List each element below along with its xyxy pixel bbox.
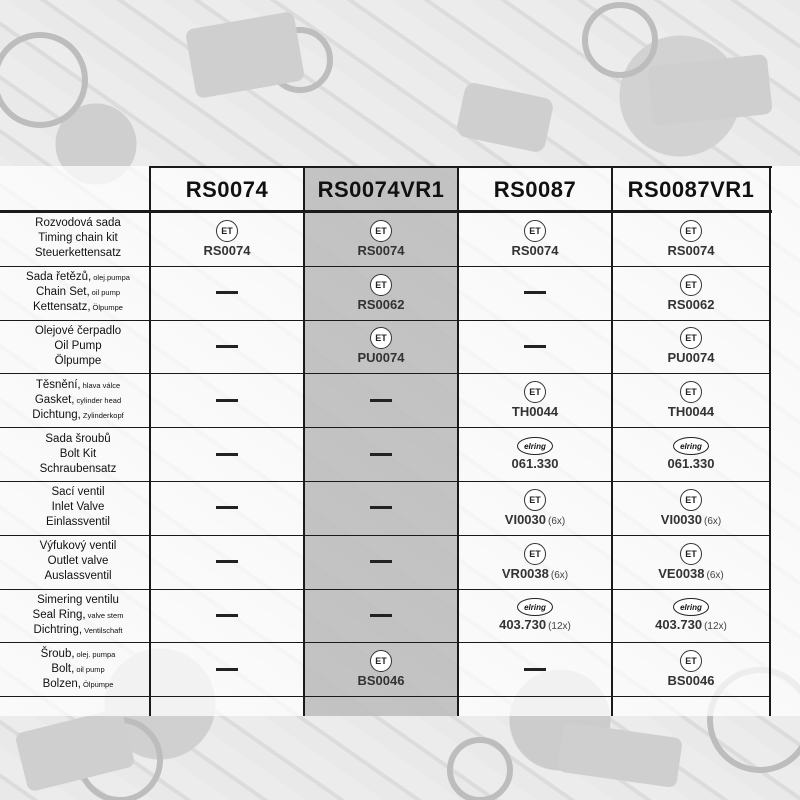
- part-number: [661, 512, 721, 527]
- table-cell: [304, 589, 458, 643]
- part-number: [512, 243, 559, 258]
- label-text: Inlet Valve: [51, 501, 105, 514]
- part-number: [358, 673, 405, 688]
- part-number: [658, 566, 724, 581]
- label-text: Einlassventil: [46, 516, 110, 529]
- table-cell: [150, 427, 304, 481]
- not-applicable-dash: [216, 399, 238, 402]
- row-label-line: [55, 354, 102, 369]
- label-text: Olejové čerpadlo: [34, 324, 122, 337]
- label-text: Těsnění,: [35, 378, 81, 391]
- table-cell: [458, 642, 612, 696]
- not-applicable-dash: [370, 506, 392, 509]
- et-logo-icon: ET: [370, 327, 392, 349]
- table-cell: [458, 481, 612, 535]
- row-label-line: [43, 677, 114, 692]
- part-code: 061.330: [667, 456, 715, 472]
- et-logo-icon: ET: [680, 650, 702, 672]
- not-applicable-dash: [216, 668, 238, 671]
- et-logo-icon: ET: [524, 381, 546, 403]
- table-cell: [458, 266, 612, 320]
- table-cell: [458, 373, 612, 427]
- elring-logo-icon: elring: [517, 437, 553, 455]
- row-label-line: [33, 300, 123, 315]
- row-label-line: [35, 393, 121, 408]
- label-text: Simering ventilu: [37, 593, 119, 606]
- table-cell: [304, 642, 458, 696]
- label-subtext: Ölpumpe: [92, 303, 123, 313]
- row-label-line: [41, 647, 116, 662]
- elring-logo-icon: elring: [673, 598, 709, 616]
- part-quantity: (6x): [706, 569, 724, 581]
- part-code: RS0074: [511, 242, 559, 258]
- part-number: [668, 673, 715, 688]
- part-number: [668, 350, 715, 365]
- row-label: [10, 481, 146, 535]
- table-cell: [458, 589, 612, 643]
- row-label: [10, 320, 146, 374]
- label-text: Chain Set,: [35, 286, 90, 299]
- label-subtext: valve stem: [87, 610, 124, 620]
- row-label-line: [60, 447, 96, 462]
- not-applicable-dash: [216, 614, 238, 617]
- row-label: [10, 535, 146, 589]
- part-number: [358, 297, 405, 312]
- row-label-line: [26, 270, 130, 285]
- column-header-rs0087: RS0087: [493, 177, 577, 202]
- table-cell: [612, 212, 770, 266]
- et-logo-icon: ET: [680, 543, 702, 565]
- label-text: Bolzen,: [42, 677, 81, 690]
- row-label: [10, 589, 146, 643]
- part-quantity: (12x): [548, 621, 571, 633]
- not-applicable-dash: [216, 291, 238, 294]
- part-number: [358, 350, 405, 365]
- label-subtext: olej. pumpa: [76, 649, 116, 659]
- label-text: Ölpumpe: [54, 354, 102, 367]
- label-text: Timing chain kit: [38, 232, 118, 245]
- table-cell: [304, 266, 458, 320]
- label-subtext: cylinder head: [76, 395, 122, 405]
- table-cell: [612, 266, 770, 320]
- row-label: [10, 373, 146, 427]
- row-label-line: [36, 285, 120, 300]
- part-quantity: (12x): [704, 621, 727, 633]
- column-header-rs0074vr1: RS0074VR1: [317, 177, 445, 202]
- part-code: VI0030: [504, 511, 546, 527]
- label-text: Oil Pump: [54, 339, 102, 352]
- column-header-rs0074: RS0074: [185, 177, 269, 202]
- table-cell: [304, 481, 458, 535]
- not-applicable-dash: [370, 560, 392, 563]
- part-code: BS0046: [667, 673, 715, 689]
- label-text: Rozvodová sada: [35, 217, 121, 230]
- et-logo-icon: ET: [216, 220, 238, 242]
- not-applicable-dash: [216, 345, 238, 348]
- row-label-line: [36, 378, 120, 393]
- row-label-line: [37, 593, 119, 608]
- part-code: PU0074: [667, 350, 715, 366]
- part-number: [668, 404, 714, 419]
- et-logo-icon: ET: [370, 274, 392, 296]
- part-code: TH0044: [511, 404, 559, 420]
- part-code: VI0030: [660, 511, 702, 527]
- not-applicable-dash: [216, 506, 238, 509]
- column-header-rs0087vr1: RS0087VR1: [627, 177, 755, 202]
- part-code: TH0044: [667, 404, 715, 420]
- et-logo-icon: ET: [524, 489, 546, 511]
- row-label-line: [38, 231, 117, 246]
- et-logo-icon: ET: [680, 220, 702, 242]
- table-cell: [150, 373, 304, 427]
- label-subtext: Ventilschaft: [84, 625, 123, 635]
- not-applicable-dash: [370, 399, 392, 402]
- table-cell: [304, 212, 458, 266]
- table-cell: [612, 481, 770, 535]
- label-text: Steuerkettensatz: [34, 247, 122, 260]
- table-cell: [458, 212, 612, 266]
- row-label-line: [44, 569, 111, 584]
- part-code: RS0074: [357, 242, 405, 258]
- et-logo-icon: ET: [370, 220, 392, 242]
- elring-logo-icon: elring: [673, 437, 709, 455]
- part-number: [668, 243, 715, 258]
- label-subtext: hlava válce: [82, 380, 121, 390]
- part-number: [502, 566, 568, 581]
- et-logo-icon: ET: [680, 489, 702, 511]
- table-cell: [612, 427, 770, 481]
- row-label: [10, 212, 146, 266]
- table-cell: [150, 535, 304, 589]
- row-label: [10, 427, 146, 481]
- label-text: Seal Ring,: [32, 608, 86, 621]
- table-cell: [612, 373, 770, 427]
- label-text: Dichtung,: [32, 408, 81, 421]
- not-applicable-dash: [216, 453, 238, 456]
- part-number: [512, 404, 558, 419]
- row-label-line: [35, 324, 121, 339]
- row-label-line: [54, 339, 101, 354]
- not-applicable-dash: [524, 291, 546, 294]
- row-label: [10, 642, 146, 696]
- label-text: Výfukový ventil: [39, 540, 117, 553]
- not-applicable-dash: [370, 453, 392, 456]
- row-label-line: [46, 515, 110, 530]
- label-subtext: oil pump: [91, 288, 121, 298]
- label-text: Dichtring,: [33, 623, 83, 636]
- label-subtext: Zylinderkopf: [82, 410, 124, 420]
- et-logo-icon: ET: [370, 650, 392, 672]
- label-subtext: olej.pumpa: [93, 273, 130, 283]
- table-cell: [458, 535, 612, 589]
- label-text: Outlet valve: [47, 555, 109, 568]
- table-cell: [612, 535, 770, 589]
- part-code: BS0046: [357, 673, 405, 689]
- part-number: [655, 617, 727, 632]
- not-applicable-dash: [524, 345, 546, 348]
- part-quantity: (6x): [703, 515, 722, 527]
- label-text: Kettensatz,: [33, 301, 91, 314]
- part-code: 403.730: [499, 617, 547, 633]
- row-label: [10, 266, 146, 320]
- part-number: [512, 456, 559, 471]
- label-subtext: oil pump: [76, 664, 105, 674]
- row-label-line: [35, 246, 121, 261]
- row-label-line: [34, 623, 123, 638]
- part-number: [505, 512, 565, 527]
- label-text: Auslassventil: [44, 570, 112, 583]
- part-quantity: (6x): [547, 515, 566, 527]
- et-logo-icon: ET: [524, 220, 546, 242]
- part-number: [499, 617, 571, 632]
- part-number: [358, 243, 405, 258]
- table-cell: [150, 266, 304, 320]
- table-cell: [458, 320, 612, 374]
- part-code: 403.730: [655, 617, 703, 633]
- table-cell: [304, 320, 458, 374]
- label-text: Bolt,: [51, 662, 75, 675]
- label-text: Gasket,: [34, 393, 75, 406]
- part-code: VE0038: [658, 565, 705, 581]
- table-cell: [612, 589, 770, 643]
- table-cell: [458, 427, 612, 481]
- table-cell: [612, 642, 770, 696]
- label-text: Sada řetězů,: [26, 271, 92, 284]
- et-logo-icon: ET: [680, 274, 702, 296]
- et-logo-icon: ET: [524, 543, 546, 565]
- et-logo-icon: ET: [680, 381, 702, 403]
- label-text: Schraubensatz: [39, 462, 117, 475]
- label-text: Sací ventil: [51, 486, 105, 499]
- row-label-line: [51, 485, 104, 500]
- part-code: RS0074: [203, 242, 251, 258]
- part-code: RS0062: [357, 296, 405, 312]
- part-code: PU0074: [357, 350, 405, 366]
- row-label-line: [35, 216, 121, 231]
- row-label-line: [32, 408, 123, 423]
- label-text: Šroub,: [40, 647, 75, 660]
- part-number: [204, 243, 251, 258]
- table-cell: [304, 373, 458, 427]
- row-label-line: [33, 608, 124, 623]
- part-quantity: (6x): [550, 569, 569, 581]
- row-label-line: [40, 539, 117, 554]
- part-code: RS0074: [667, 242, 715, 258]
- table-cell: [150, 212, 304, 266]
- part-number: [668, 297, 715, 312]
- label-text: Sada šroubů: [45, 432, 111, 445]
- row-label-line: [48, 554, 109, 569]
- label-subtext: Ölpumpe: [82, 679, 114, 689]
- row-label-line: [40, 462, 117, 477]
- not-applicable-dash: [370, 614, 392, 617]
- elring-logo-icon: elring: [517, 598, 553, 616]
- not-applicable-dash: [524, 668, 546, 671]
- row-label-line: [45, 432, 110, 447]
- part-code: RS0062: [667, 296, 715, 312]
- label-text: Bolt Kit: [59, 447, 97, 460]
- table-cell: [150, 481, 304, 535]
- row-label-line: [52, 500, 105, 515]
- et-logo-icon: ET: [680, 327, 702, 349]
- table-cell: [612, 320, 770, 374]
- part-code: VR0038: [501, 565, 549, 581]
- table-cell: [150, 320, 304, 374]
- table-cell: [150, 642, 304, 696]
- part-code: 061.330: [511, 456, 559, 472]
- not-applicable-dash: [216, 560, 238, 563]
- table-cell: [150, 589, 304, 643]
- row-label-line: [51, 662, 104, 677]
- table-cell: [304, 535, 458, 589]
- part-number: [668, 456, 715, 471]
- table-cell: [304, 427, 458, 481]
